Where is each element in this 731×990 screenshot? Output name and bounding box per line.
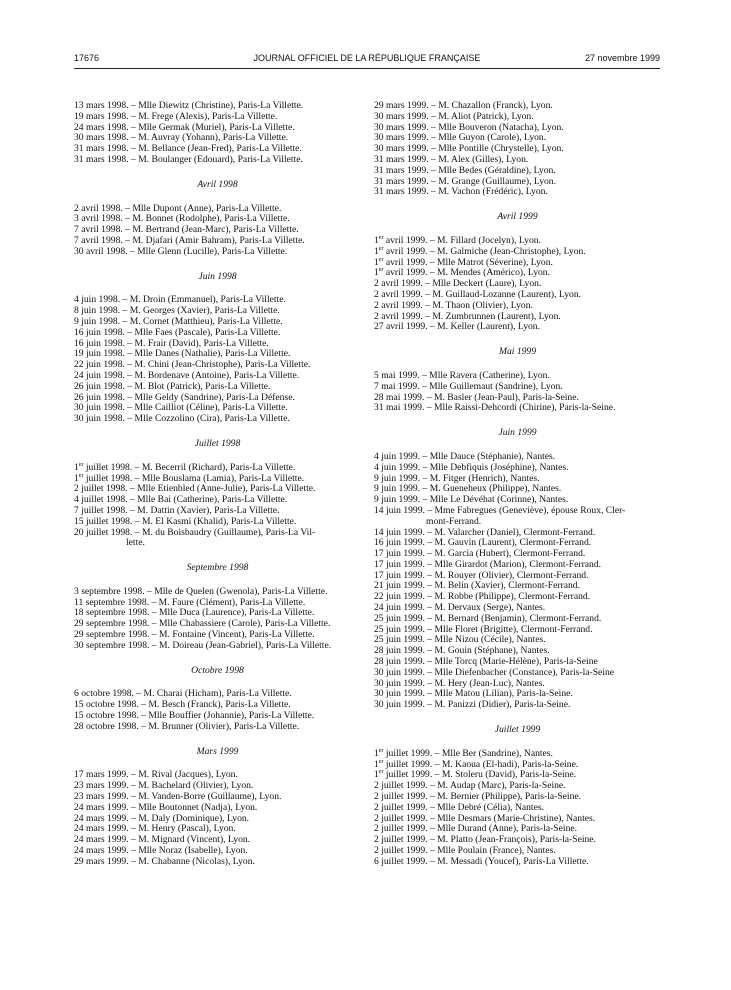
entry-line: 2 avril 1999. – Mlle Deckert (Laure), Lyon.	[374, 278, 542, 290]
entry-line: 3 avril 1998. – M. Bonnet (Rodolphe), Paris-La Villette.	[74, 213, 290, 225]
entry-line: 1er juillet 1999. – M. Stoleru (David), Paris-la-Seine.	[374, 769, 577, 781]
entry-line: 2 avril 1998. – Mlle Dupont (Anne), Paris-La Villette.	[74, 202, 282, 214]
entry-line: 1er juillet 1999. – Mlle Ber (Sandrine), Nantes.	[374, 747, 553, 759]
entry-line: 24 mars 1999. – M. Daly (Dominique), Lyon.	[74, 812, 250, 824]
entry-line: 6 juillet 1999. – M. Messadi (Youcef), Paris-La Villette.	[374, 855, 589, 867]
section-heading: Juillet 1998	[194, 437, 241, 449]
entry-line: 29 mars 1999. – M. Chazallon (Franck), Lyon.	[374, 100, 553, 111]
entry-line: 2 juillet 1999. – Mlle Debré (Célia), Nantes.	[374, 801, 544, 813]
entry-line: 2 juillet 1998. – Mlle Etienbled (Anne-Julie), Paris-La Villette.	[74, 483, 316, 495]
entry-line: 29 mars 1999. – M. Chabanne (Nicolas), Lyon.	[74, 855, 255, 867]
section-heading: Juillet 1999	[494, 724, 541, 736]
section-heading: Octobre 1998	[191, 664, 244, 676]
entry-line: 6 octobre 1998. – M. Charai (Hicham), Paris-La Villette.	[74, 688, 292, 700]
entry-line: 23 mars 1999. – M. Vanden-Borre (Guillaume), Lyon.	[74, 791, 282, 803]
entry-line: 21 juin 1999. – M. Belin (Xavier), Clermont-Ferrand.	[374, 580, 580, 592]
entry-line: 30 juin 1998. – Mlle Cozzolino (Cira), Paris-La Villette.	[74, 413, 290, 425]
entry-line: 31 mars 1998. – M. Boulanger (Edouard), Paris-La Villette.	[74, 153, 303, 165]
entry-line: 1er avril 1999. – M. Mendes (Américo), Lyon.	[374, 267, 550, 279]
left-column	[74, 101, 361, 868]
entry-line: 31 mai 1999. – Mlle Raissi-Dehcordi (Chirine), Paris-la-Seine.	[374, 402, 616, 414]
entry-line: 30 avril 1998. – Mlle Glenn (Lucille), Paris-La Villette.	[74, 245, 288, 257]
entry-line: 1er avril 1999. – M. Galmiche (Jean-Christophe), Lyon.	[374, 245, 586, 257]
entry-line: 16 juin 1998. – Mlle Faes (Pascale), Paris-La Villette.	[74, 326, 281, 338]
entry-line: 16 juin 1998. – M. Frair (David), Paris-La Villette.	[74, 337, 269, 349]
entry-line: 17 juin 1999. – Mlle Girardot (Marion), Clermont-Ferrand.	[374, 558, 602, 570]
entry-line: 15 octobre 1998. – Mlle Bouffier (Johannie), Paris-La Villette.	[74, 710, 315, 722]
entry-line: 24 mars 1999. – Mlle Noraz (Isabelle), Lyon.	[74, 845, 248, 857]
entry-line: 9 juin 1999. – M. Fitger (Henrich), Nantes.	[374, 472, 540, 484]
entry-line: 13 mars 1998. – Mlle Diewitz (Christine), Paris-La Villette.	[74, 100, 304, 111]
entry-line: 30 juin 1999. – Mlle Diefenbacher (Constance), Paris-la-Seine	[374, 666, 615, 678]
entry-line: 24 mars 1998. – Mlle Germak (Muriel), Paris-La Villette.	[74, 121, 295, 133]
entry-line: 28 juin 1999. – M. Gouin (Stéphane), Nantes.	[374, 645, 550, 657]
section-heading: Juin 1999	[498, 427, 537, 439]
entry-line: 24 mars 1999. – M. Mignard (Vincent), Lyon.	[74, 834, 251, 846]
entry-line: 25 juin 1999. – M. Bernard (Benjamin), Clermont-Ferrand.	[374, 612, 602, 624]
entry-line: 22 juin 1998. – M. Chini (Jean-Christophe), Paris-La Villette.	[74, 359, 311, 371]
entry-line: 2 juillet 1999. – M. Audap (Marc), Paris-la-Seine.	[374, 780, 566, 792]
entry-line: 28 octobre 1998. – M. Brunner (Olivier), Paris-La Villette.	[74, 720, 300, 732]
entry-line: 1er juillet 1998. – M. Becerril (Richard), Paris-La Villette.	[74, 461, 296, 473]
entry-line: 14 juin 1999. – Mme Fabregues (Geneviève), épouse Roux, Cler-	[374, 504, 626, 516]
entry-line: 1er juillet 1999. – M. Kaoua (El-hadi), Paris-la-Seine.	[374, 758, 579, 770]
entry-line: 4 juin 1998. – M. Droin (Emmanuel), Paris-La Villette.	[74, 294, 286, 306]
entry-line: 30 mars 1999. – Mlle Pontille (Chrystelle), Lyon.	[374, 143, 564, 155]
page-number: 17676	[74, 53, 100, 63]
right-column	[374, 101, 661, 868]
entry-line: 31 mars 1999. – M. Alex (Gilles), Lyon.	[374, 153, 529, 165]
section-heading: Juin 1998	[198, 270, 237, 282]
entry-line: 30 juin 1999. – M. Panizzi (Didier), Paris-la-Seine.	[374, 699, 571, 711]
entry-line: 24 mars 1999. – Mlle Boutonnet (Nadja), Lyon.	[74, 801, 258, 813]
entry-line: 24 juin 1999. – M. Dervaux (Serge), Nantes.	[374, 602, 546, 614]
entry-line: 30 juin 1999. – Mlle Matou (Lilian), Paris-la-Seine.	[374, 688, 573, 700]
entry-line: 2 avril 1999. – M. Guillaud-Lozanne (Laurent), Lyon.	[374, 288, 582, 300]
page-header	[74, 53, 660, 67]
entry-line: 23 mars 1999. – M. Bachelard (Olivier), Lyon.	[74, 780, 254, 792]
entry-line: 30 mars 1998. – M. Auvray (Yohann), Paris-La Villette.	[74, 132, 289, 144]
entry-line: 4 juillet 1998. – Mlle Bai (Catherine), Paris-La Villette.	[74, 494, 288, 506]
entry-line: 1er avril 1999. – M. Fillard (Jocelyn), Lyon.	[374, 234, 541, 246]
entry-line: 22 juin 1999. – M. Robbe (Philippe), Clermont-Ferrand.	[374, 591, 591, 603]
entry-line: 25 juin 1999. – Mlle Nizou (Cécile), Nantes.	[374, 634, 546, 646]
entry-line: 20 juillet 1998. – M. du Boisbaudry (Guillaume), Paris-La Vil-	[74, 526, 316, 538]
entry-line: 5 mai 1999. – Mlle Ravera (Catherine), Lyon.	[374, 369, 550, 381]
entry-line: 8 juin 1998. – M. Georges (Xavier), Paris-La Villette.	[74, 305, 280, 317]
header-rule	[74, 68, 660, 69]
section-heading: Septembre 1998	[186, 562, 249, 574]
entry-line: 7 juillet 1998. – M. Dattin (Xavier), Paris-La Villette.	[74, 504, 280, 516]
entry-line: 1er avril 1999. – Mlle Matrot (Séverine), Lyon.	[374, 256, 553, 268]
entry-line: 28 mai 1999. – M. Basler (Jean-Paul), Paris-la-Seine.	[374, 391, 579, 403]
entry-line: 4 juin 1999. – Mlle Dauce (Stéphanie), Nantes.	[374, 450, 556, 462]
entry-line: 31 mars 1999. – M. Vachon (Frédéric), Lyon.	[374, 186, 548, 198]
entry-line: 26 juin 1998. – Mlle Geldy (Sandrine), Paris-La Défense.	[74, 391, 295, 403]
entry-line: 11 septembre 1998. – M. Faure (Clément), Paris-La Villette.	[74, 596, 306, 608]
entry-line: 19 mars 1998. – M. Frege (Alexis), Paris-La Villette.	[74, 110, 278, 122]
entry-line: 1er juillet 1998. – Mlle Bouslama (Lamia), Paris-La Villette.	[74, 472, 305, 484]
entry-line: 17 juin 1999. – M. Rouyer (Olivier), Clermont-Ferrand.	[374, 569, 589, 581]
section-heading: Mars 1999	[196, 745, 239, 757]
entry-line: 30 mars 1999. – M. Aliot (Patrick), Lyon.	[374, 110, 534, 122]
issue-date: 27 novembre 1999	[584, 53, 660, 63]
entry-line: 18 septembre 1998. – Mlle Duca (Laurence), Paris-La Villette.	[74, 607, 315, 619]
entry-line: 28 juin 1999. – Mlle Torcq (Marie-Hélène), Paris-la-Seine	[374, 656, 598, 668]
entry-line: 7 avril 1998. – M. Bertrand (Jean-Marc), Paris-La Villette.	[74, 224, 299, 236]
entry-line: 25 juin 1999. – Mlle Floret (Brigitte), Clermont-Ferrand.	[374, 623, 593, 635]
journal-title: JOURNAL OFFICIEL DE LA RÉPUBLIQUE FRANÇAISE	[253, 53, 481, 63]
entry-line: 2 juillet 1999. – M. Platto (Jean-François), Paris-la-Seine.	[374, 834, 596, 846]
entry-line: 2 juillet 1999. – Mlle Durand (Anne), Paris-la-Seine.	[374, 823, 578, 835]
entry-line: 30 juin 1999. – M. Hery (Jean-Luc), Nantes.	[374, 677, 545, 689]
entry-line: 27 avril 1999. – M. Keller (Laurent), Lyon.	[374, 321, 540, 333]
entry-line: 30 mars 1999. – Mlle Bouveron (Natacha), Lyon.	[374, 121, 564, 133]
entry-line: 31 mars 1999. – Mlle Bedes (Géraldine), Lyon.	[374, 164, 556, 176]
entry-line: 26 juin 1998. – M. Blot (Patrick), Paris-La Villette.	[74, 380, 271, 392]
entry-continuation: lette.	[126, 537, 145, 549]
entry-line: 9 juin 1999. – M. Gueneheux (Philippe), Nantes.	[374, 483, 562, 495]
entry-line: 2 juillet 1999. – Mlle Poulain (France), Nantes.	[374, 845, 556, 857]
entry-line: 9 juin 1999. – Mlle Le Dévéhat (Corinne), Nantes.	[374, 494, 569, 506]
entry-line: 2 avril 1999. – M. Zumbrunnen (Laurent), Lyon.	[374, 310, 561, 322]
section-heading: Avril 1998	[197, 178, 238, 190]
entry-line: 15 juillet 1998. – M. El Kasmi (Khalid), Paris-La Villette.	[74, 515, 297, 527]
entry-line: 16 juin 1999. – M. Gauvin (Laurent), Clermont-Ferrand.	[374, 537, 592, 549]
entry-line: 3 septembre 1998. – Mlle de Quelen (Gwenola), Paris-La Villette.	[74, 585, 328, 597]
entry-line: 7 mai 1999. – Mlle Guillemaut (Sandrine), Lyon.	[374, 380, 563, 392]
entry-line: 31 mars 1999. – M. Grange (Guillaume), Lyon.	[374, 175, 556, 187]
entry-line: 17 juin 1999. – M. Garcia (Hubert), Clermont-Ferrand.	[374, 548, 586, 560]
entry-line: 15 octobre 1998. – M. Besch (Franck), Paris-La Villette.	[74, 699, 291, 711]
entry-continuation: mont-Ferrand.	[426, 515, 482, 527]
entry-line: 30 mars 1999. – Mlle Guyon (Carole), Lyon.	[374, 132, 547, 144]
entry-line: 30 juin 1998. – Mlle Cailliot (Céline), Paris-La Villette.	[74, 402, 288, 414]
entry-line: 24 juin 1998. – M. Bordenave (Antoine), Paris-La Villette.	[74, 369, 300, 381]
entry-line: 19 juin 1998. – Mlle Danes (Nathalie), Paris-La Villette.	[74, 348, 291, 360]
entry-line: 2 juillet 1999. – M. Bernier (Philippe), Paris-la-Seine.	[374, 791, 582, 803]
entry-line: 7 avril 1998. – M. Djafari (Amir Bahram), Paris-La Villette.	[74, 234, 305, 246]
entry-line: 2 avril 1999. – M. Thaon (Olivier), Lyon.	[374, 299, 533, 311]
entry-line: 9 juin 1998. – M. Cornet (Matthieu), Paris-La Villette.	[74, 315, 283, 327]
entry-line: 17 mars 1999. – M. Rival (Jacques), Lyon.	[74, 769, 238, 781]
entry-line: 29 septembre 1998. – M. Fontaine (Vincent), Paris-La Villette.	[74, 629, 315, 641]
entry-line: 29 septembre 1998. – Mlle Chabassiere (Carole), Paris-La Villette.	[74, 618, 331, 630]
entry-line: 24 mars 1999. – M. Henry (Pascal), Lyon.	[74, 823, 236, 835]
section-heading: Mai 1999	[498, 346, 537, 358]
entry-line: 14 juin 1999. – M. Valarcher (Daniel), Clermont-Ferrand.	[374, 526, 596, 538]
entry-line: 30 septembre 1998. – M. Doireau (Jean-Gabriel), Paris-La Villette.	[74, 639, 332, 651]
section-heading: Avril 1999	[497, 211, 538, 223]
entry-line: 4 juin 1999. – Mlle Debfiquis (Joséphine), Nantes.	[374, 461, 569, 473]
entry-line: 31 mars 1998. – M. Bellance (Jean-Fred), Paris-La Villette.	[74, 143, 302, 155]
entry-line: 2 juillet 1999. – Mlle Desmars (Marie-Christine), Nantes.	[374, 812, 596, 824]
